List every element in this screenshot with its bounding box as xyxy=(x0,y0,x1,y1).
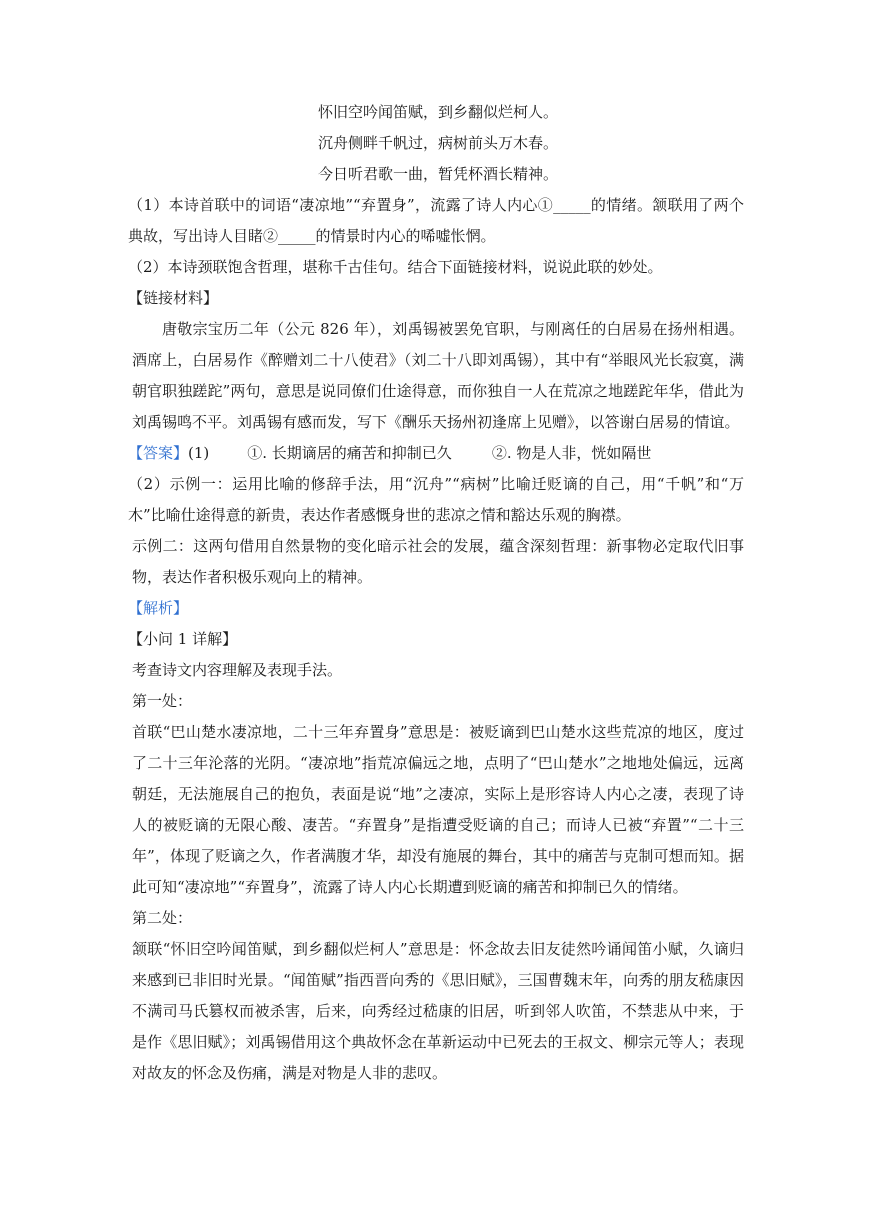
analysis-first-text: 首联“巴山楚水凄凉地，二十三年弃置身”意思是：被贬谪到巴山楚水这些荒凉的地区，度过了二十三年沦落的光阴。“凄凉地”指荒凉偏远之地，点明了“巴山楚水”之地地处偏远，远离朝廷，无法施展自己的抱负，表面是说“地”之凄凉，实际上是形容诗人内心之凄，表现了诗人的被贬谪的无限心酸、凄苦。“弃置身”是指遭受贬谪的自己；而诗人已被“弃置”“二十三年”，体现了贬谪之久，作者满腹才华，却没有施展的舞台，其中的痛苦与克制可想而知。据此可知“凄凉地”“弃置身”，流露了诗人内心长期遭到贬谪的痛苦和抑制已久的情绪。 xyxy=(132,723,744,896)
question-1: （1）本诗首联中的词语“凄凉地”“弃置身”，流露了诗人内心①_____的情绪。颔联用了两个典故，写出诗人目睹②_____的情景时内心的唏嘘怅惘。 xyxy=(128,196,744,245)
link-material-text: 唐敬宗宝历二年（公元 826 年），刘禹锡被罢免官职，与刚离任的白居易在扬州相遇。酒席上，白居易作《醉赠刘二十八使君》（刘二十八即刘禹锡），其中有“举眼风光长寂寞，满朝官职独蹉跎”两句，意思是说同僚们仕途得意，而你独自一人在荒凉之地蹉跎年华，借此为刘禹锡鸣不平。刘禹锡有感而发，写下《酬乐天扬州初逢席上见赠》，以答谢白居易的情谊。 xyxy=(132,320,744,431)
analysis-label: 【解析】 xyxy=(128,599,189,617)
answer-part-2: （2）示例一：运用比喻的修辞手法，用“沉舟”“病树”比喻迁贬谪的自己，用“千帆”和“万木”比喻仕途得意的新贵，表达作者感慨身世的悲凉之情和豁达乐观的胸襟。 xyxy=(128,475,744,524)
answer-part1-prefix: (1) xyxy=(188,444,210,462)
document-page xyxy=(128,97,744,1089)
analysis-second-label: 第二处： xyxy=(132,909,193,927)
analysis-first-label: 第一处： xyxy=(132,692,193,710)
answer-item-1: ①. 长期谪居的痛苦和抑制已久 xyxy=(247,444,452,462)
poem-line: 沉舟侧畔千帆过，病树前头万木春。 xyxy=(317,134,558,152)
answer-label: 【答案】 xyxy=(128,444,189,462)
answer-part-1 xyxy=(128,438,744,469)
answer-example-2: 示例二：这两句借用自然景物的变化暗示社会的发展，蕴含深刻哲理：新事物必定取代旧事物，表达作者积极乐观向上的精神。 xyxy=(132,537,744,586)
poem-line: 怀旧空吟闻笛赋，到乡翻似烂柯人。 xyxy=(317,103,558,121)
analysis-intro: 考查诗文内容理解及表现手法。 xyxy=(132,661,343,679)
link-material-heading: 【链接材料】 xyxy=(128,289,219,307)
answer-item-2: ②. 物是人非，恍如隔世 xyxy=(491,444,652,462)
poem xyxy=(132,97,744,190)
analysis-second-text: 颔联“怀旧空吟闻笛赋，到乡翻似烂柯人”意思是：怀念故去旧友徒然吟诵闻笛小赋，久谪归来感到已非旧时光景。“闻笛赋”指西晋向秀的《思旧赋》，三国曹魏末年，向秀的朋友嵇康因不满司马氏篡权而被杀害，后来，向秀经过嵇康的旧居，听到邻人吹笛，不禁悲从中来，于是作《思旧赋》；刘禹锡借用这个典故怀念在革新运动中已死去的王叔文、柳宗元等人；表现对故友的怀念及伤痛，满是对物是人非的悲叹。 xyxy=(132,940,744,1082)
analysis-sub-heading: 【小问 1 详解】 xyxy=(128,630,238,648)
question-2: （2）本诗颈联饱含哲理，堪称千古佳句。结合下面链接材料，说说此联的妙处。 xyxy=(128,258,663,276)
poem-line: 今日听君歌一曲，暂凭杯酒长精神。 xyxy=(317,165,558,183)
